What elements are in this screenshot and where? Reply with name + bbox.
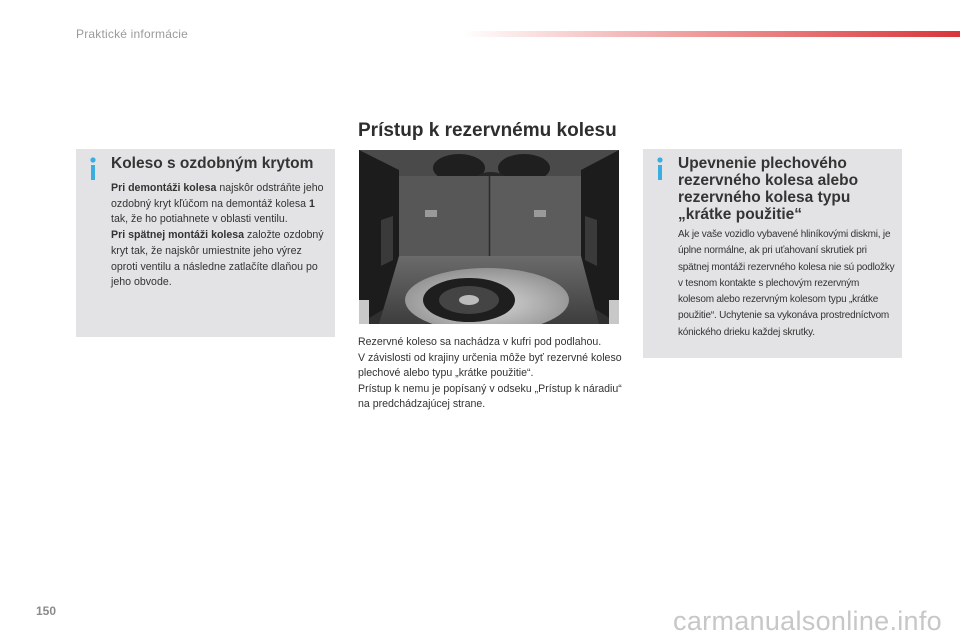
- center-text: [358, 335, 623, 413]
- section-title: Prístup k rezervnému kolesu: [358, 120, 617, 141]
- body-text: založte ozdobný kryt tak, že najskôr umiestnite jeho výrez oproti ventilu a následne zatlačíte dlaňou po jeho obvode.: [111, 229, 324, 289]
- info-icon: [86, 157, 100, 181]
- info-box-hubcap: [76, 149, 335, 337]
- bold-lead: Pri spätnej montáži kolesa: [111, 229, 245, 242]
- paragraph: Prístup k nemu je popísaný v odseku „Prístup k náradiu“ na predchádzajúcej strane.: [358, 382, 622, 411]
- body-text: tak, že ho potiahnete v oblasti ventilu.: [111, 213, 288, 226]
- paragraph: Rezervné koleso sa nachádza v kufri pod podlahou.: [358, 336, 602, 348]
- info-box-title: Koleso s ozdobným krytom: [111, 155, 314, 172]
- info-icon: [653, 157, 667, 181]
- info-box-body: [111, 181, 327, 291]
- page-number: 150: [36, 604, 57, 618]
- info-box-title: Upevnenie plechového rezervného kolesa alebo rezervného kolesa typu „krátke použitie“: [678, 155, 859, 223]
- watermark: carmanualsonline.info: [673, 606, 942, 636]
- header-accent-bar: [462, 31, 960, 37]
- page-header-title: Praktické informácie: [76, 27, 189, 41]
- paragraph: V závislosti od krajiny určenia môže byť rezervné koleso plechové alebo typu „krátke použitie“.: [358, 351, 622, 380]
- info-box-wheel-fixing: [643, 149, 902, 358]
- body-text: najskôr odstráňte jeho ozdobný kryt kľúčom na demontáž kolesa: [111, 182, 324, 210]
- bold-lead: Pri demontáži kolesa: [111, 182, 217, 194]
- info-box-body: Ak je vaše vozidlo vybavené hliníkovými diskmi, je úplne normálne, ak pri uťahovaní skrutiek pri spätnej montáži rezervného kolesa nie sú podložky v tesnom kontakte s plechovým rezervným kolesom alebo rezervným kolesom typu „krátke použitie“. Uchytenie sa vykonáva prostredníctvom kónického drieku každej skrutky.: [678, 229, 895, 338]
- trunk-photo: [359, 150, 619, 324]
- item-number: 1: [309, 197, 315, 210]
